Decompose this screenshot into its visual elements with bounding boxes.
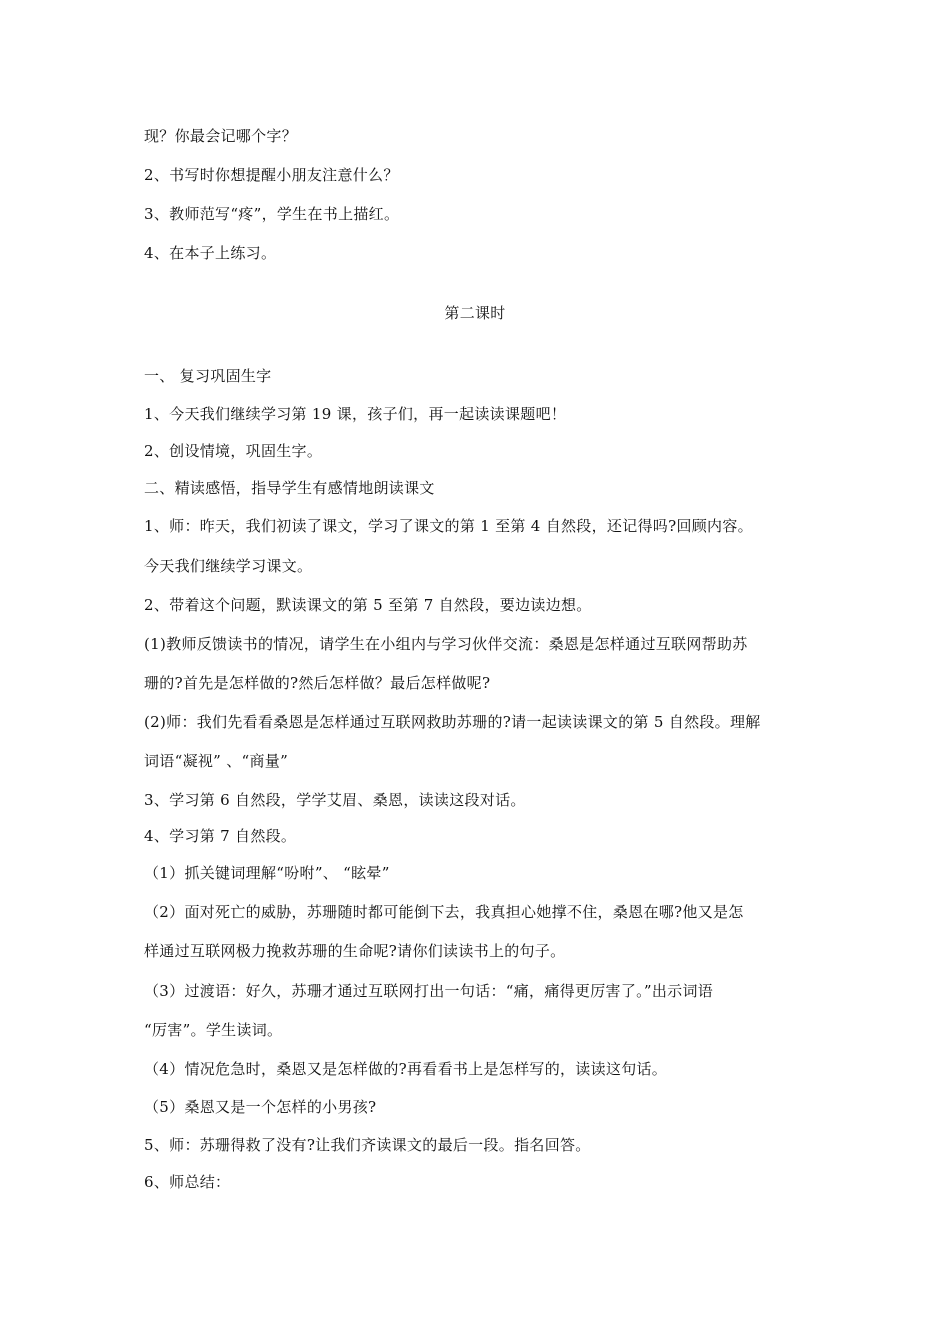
text-line: 1、师：昨天，我们初读了课文，学习了课文的第 1 至第 4 自然段，还记得吗?回顾内容。: [144, 517, 753, 535]
text-line: 2、创设情境，巩固生字。: [144, 442, 323, 460]
text-line: 3、学习第 6 自然段，学学艾眉、桑恩，读读这段对话。: [144, 791, 526, 809]
text-line: （2）面对死亡的威胁，苏珊随时都可能倒下去，我真担心她撑不住，桑恩在哪?他又是怎: [144, 903, 744, 921]
text-line: （4）情况危急时，桑恩又是怎样做的?再看看书上是怎样写的，读读这句话。: [144, 1060, 668, 1078]
text-line: 一、 复习巩固生字: [144, 367, 272, 385]
text-line: （3）过渡语：好久，苏珊才通过互联网打出一句话：“痛，痛得更厉害了。”出示词语: [144, 982, 714, 1000]
text-line: 词语“凝视” 、“商量”: [144, 752, 289, 770]
text-line: 3、教师范写“疼”，学生在书上描红。: [144, 205, 400, 223]
text-line: （1）抓关键词理解“吩咐”、 “眩晕”: [144, 864, 390, 882]
text-line: (1)教师反馈读书的情况，请学生在小组内与学习伙伴交流：桑恩是怎样通过互联网帮助苏: [144, 635, 748, 653]
section-title: 第二课时: [444, 304, 506, 322]
text-line: 样通过互联网极力挽救苏珊的生命呢?请你们读读书上的句子。: [144, 942, 566, 960]
text-line: 现？你最会记哪个字？: [144, 127, 298, 145]
text-line: （5）桑恩又是一个怎样的小男孩?: [144, 1098, 377, 1116]
text-line: 2、带着这个问题，默读课文的第 5 至第 7 自然段，要边读边想。: [144, 596, 592, 614]
text-line: 5、师：苏珊得救了没有?让我们齐读课文的最后一段。指名回答。: [144, 1136, 591, 1154]
text-line: 4、学习第 7 自然段。: [144, 827, 297, 845]
text-line: “厉害”。学生读词。: [144, 1021, 283, 1039]
text-line: 1、今天我们继续学习第 19 课，孩子们，再一起读读课题吧！: [144, 405, 567, 423]
text-line: (2)师：我们先看看桑恩是怎样通过互联网救助苏珊的?请一起读读课文的第 5 自然段。理解: [144, 713, 761, 731]
text-line: 2、书写时你想提醒小朋友注意什么？: [144, 166, 399, 184]
text-line: 6、师总结：: [144, 1173, 231, 1191]
text-line: 4、在本子上练习。: [144, 244, 277, 262]
text-line: 珊的?首先是怎样做的?然后怎样做？最后怎样做呢?: [144, 674, 491, 692]
text-line: 今天我们继续学习课文。: [144, 557, 313, 575]
text-line: 二、精读感悟，指导学生有感情地朗读课文: [144, 479, 435, 497]
